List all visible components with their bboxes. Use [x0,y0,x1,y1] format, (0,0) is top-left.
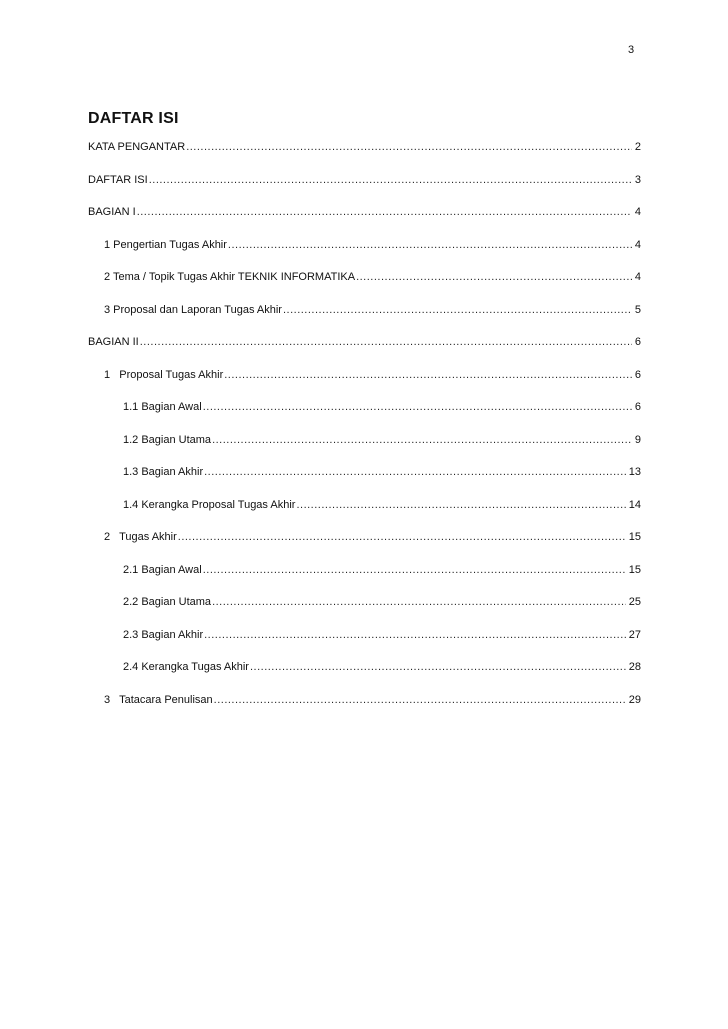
toc-entry[interactable] [88,173,641,206]
toc-entry-title: 1.1 Bagian Awal [123,401,202,413]
toc-entry[interactable] [88,660,641,693]
toc-entry[interactable] [88,433,641,466]
toc-entry-page: 4 [634,206,641,218]
toc-entry-title: KATA PENGANTAR [88,141,186,153]
toc-entry-title: 2.1 Bagian Awal [123,563,202,576]
toc-entry-page: 4 [634,271,641,283]
toc-dot-leader [137,205,632,219]
toc-entry-page: 4 [634,238,641,251]
toc-entry-title: 3 Proposal dan Laporan Tugas Akhir [104,303,282,316]
table-of-contents [88,140,641,725]
toc-dot-leader [212,595,626,609]
toc-dot-leader [214,693,626,707]
toc-entry[interactable] [88,368,641,401]
toc-entry-page: 15 [628,531,641,543]
toc-entry[interactable] [88,530,641,563]
toc-dot-leader [204,628,626,642]
toc-entry-title: 1 Pengertian Tugas Akhir [104,238,227,251]
toc-entry-title: 2 Tema / Topik Tugas Akhir TEKNIK INFORMATIKA [104,271,356,283]
toc-entry-page: 6 [634,368,641,381]
toc-entry-title: DAFTAR ISI [88,173,148,186]
toc-entry-title: 1.4 Kerangka Proposal Tugas Akhir [123,498,296,511]
toc-entry-page: 5 [634,303,641,316]
toc-dot-leader [250,660,626,674]
toc-entry-page: 15 [628,563,641,576]
toc-entry[interactable] [88,238,641,271]
page-number: 3 [628,44,635,56]
toc-entry-page: 9 [634,433,641,446]
toc-entry[interactable] [88,465,641,498]
toc-dot-leader [356,270,632,284]
toc-entry-title: 2.3 Bagian Akhir [123,628,204,641]
toc-dot-leader [140,335,632,349]
toc-dot-leader [178,530,626,544]
toc-entry[interactable] [88,303,641,336]
toc-entry-page: 25 [628,596,641,608]
toc-entry-page: 14 [628,498,641,511]
toc-dot-leader [204,465,626,479]
toc-dot-leader [203,563,626,577]
toc-title: DAFTAR ISI [88,110,179,127]
toc-dot-leader [212,433,632,447]
toc-entry-title: 1.3 Bagian Akhir [123,466,204,478]
toc-entry-page: 6 [634,336,641,348]
toc-entry[interactable] [88,595,641,628]
toc-entry[interactable] [88,693,641,726]
toc-entry-title: 2.2 Bagian Utama [123,596,212,608]
toc-entry-page: 6 [634,401,641,413]
toc-entry[interactable] [88,498,641,531]
toc-entry-title: 2.4 Kerangka Tugas Akhir [123,661,249,673]
toc-entry-page: 3 [634,173,641,186]
toc-entry-title: BAGIAN II [88,336,139,348]
toc-entry-page: 2 [634,141,641,153]
toc-dot-leader [149,173,632,187]
toc-entry[interactable] [88,335,641,368]
toc-dot-leader [283,303,632,317]
toc-entry-page: 28 [628,661,641,673]
toc-entry-title: 1 Proposal Tugas Akhir [104,368,224,381]
toc-entry-title: BAGIAN I [88,206,136,218]
toc-dot-leader [224,368,632,382]
toc-entry[interactable] [88,270,641,303]
toc-dot-leader [186,140,632,154]
toc-entry-page: 29 [628,693,641,706]
toc-entry[interactable] [88,400,641,433]
toc-entry-page: 27 [628,628,641,641]
toc-entry[interactable] [88,140,641,173]
toc-entry[interactable] [88,628,641,661]
toc-dot-leader [296,498,625,512]
toc-entry[interactable] [88,205,641,238]
toc-entry[interactable] [88,563,641,596]
toc-entry-page: 13 [628,466,641,478]
toc-entry-title: 1.2 Bagian Utama [123,433,212,446]
toc-dot-leader [228,238,632,252]
toc-entry-title: 2 Tugas Akhir [104,531,177,543]
toc-dot-leader [203,400,632,414]
toc-entry-title: 3 Tatacara Penulisan [104,693,213,706]
